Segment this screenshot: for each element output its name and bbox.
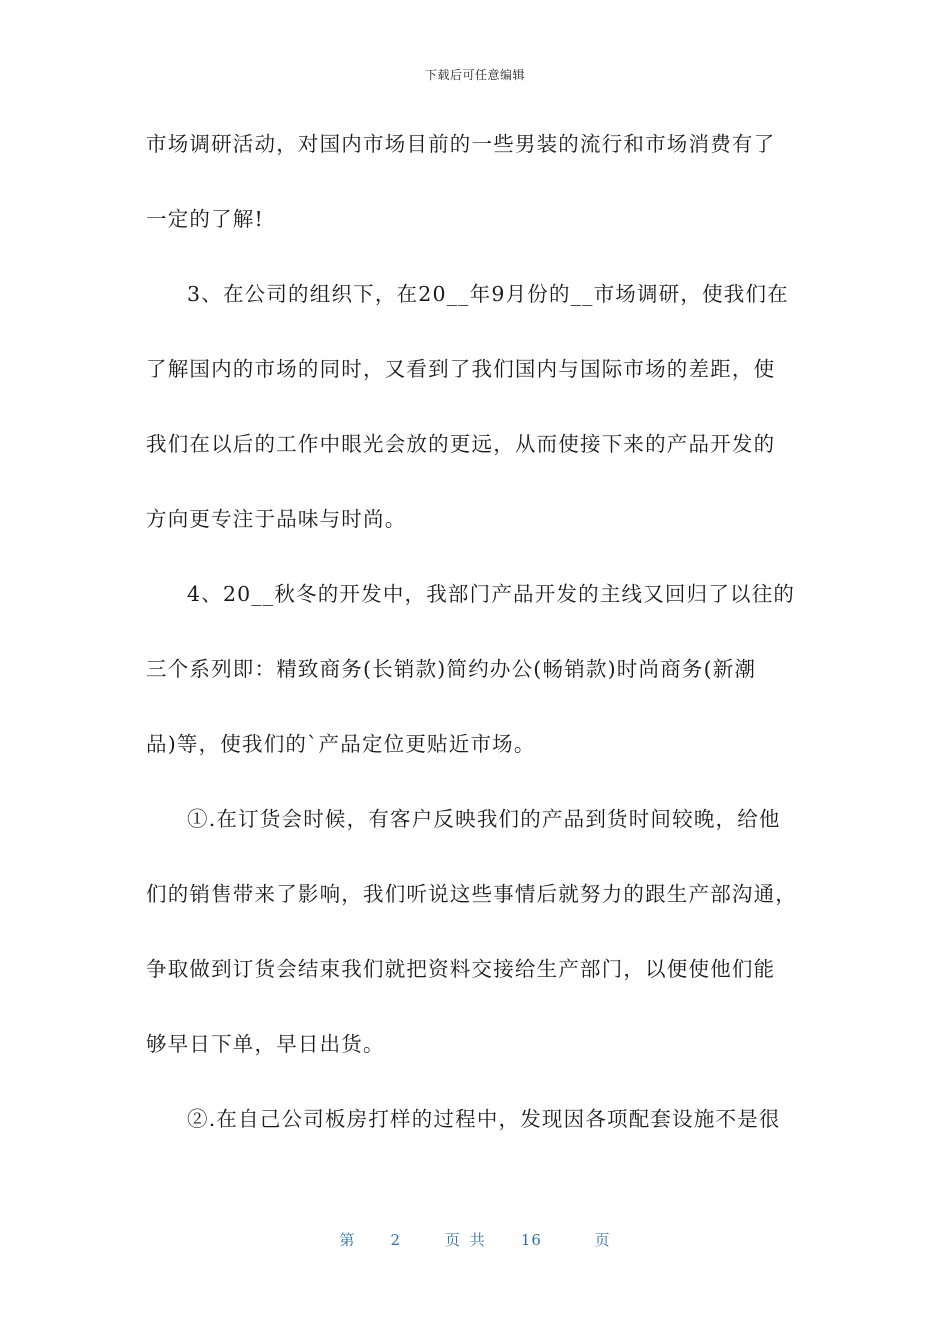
text-line: 方向更专注于品味与时尚。 <box>146 507 407 531</box>
text-line: 我们在以后的工作中眼光会放的更远，从而使接下来的产品开发的 <box>146 432 776 456</box>
footer-current-page: 2 <box>390 1231 402 1249</box>
text-line: 3、在公司的组织下，在20__年9月份的__市场调研，使我们在 <box>187 282 789 306</box>
text-line: 品)等，使我们的`产品定位更贴近市场。 <box>146 732 536 756</box>
text-line: 争取做到订货会结束我们就把资料交接给生产部门，以便使他们能 <box>146 957 776 981</box>
footer-page-label: 第 <box>339 1231 356 1249</box>
footer-total-pages: 16 <box>520 1231 542 1249</box>
text-line: 一定的了解! <box>146 207 264 231</box>
text-line: 三个系列即：精致商务(长销款)简约办公(畅销款)时尚商务(新潮 <box>146 657 757 681</box>
text-line: 4、20__秋冬的开发中，我部门产品开发的主线又回归了以往的 <box>187 582 796 606</box>
text-line: 们的销售带来了影响，我们听说这些事情后就努力的跟生产部沟通， <box>146 882 797 906</box>
text-line: ①.在订货会时候，有客户反映我们的产品到货时间较晚，给他 <box>187 807 781 831</box>
text-line: ②.在自己公司板房打样的过程中，发现因各项配套设施不是很 <box>187 1107 781 1131</box>
text-line: 够早日下单，早日出货。 <box>146 1032 385 1056</box>
footer-end-label: 页 <box>594 1231 611 1249</box>
page-footer <box>0 1229 950 1250</box>
text-line: 市场调研活动，对国内市场目前的一些男装的流行和市场消费有了 <box>146 132 776 156</box>
page-header: 下载后可任意编辑 <box>424 68 525 82</box>
document-body <box>146 126 811 1176</box>
text-line: 了解国内的市场的同时，又看到了我们国内与国际市场的差距，使 <box>146 357 776 381</box>
footer-total-label: 页 共 <box>444 1231 486 1249</box>
